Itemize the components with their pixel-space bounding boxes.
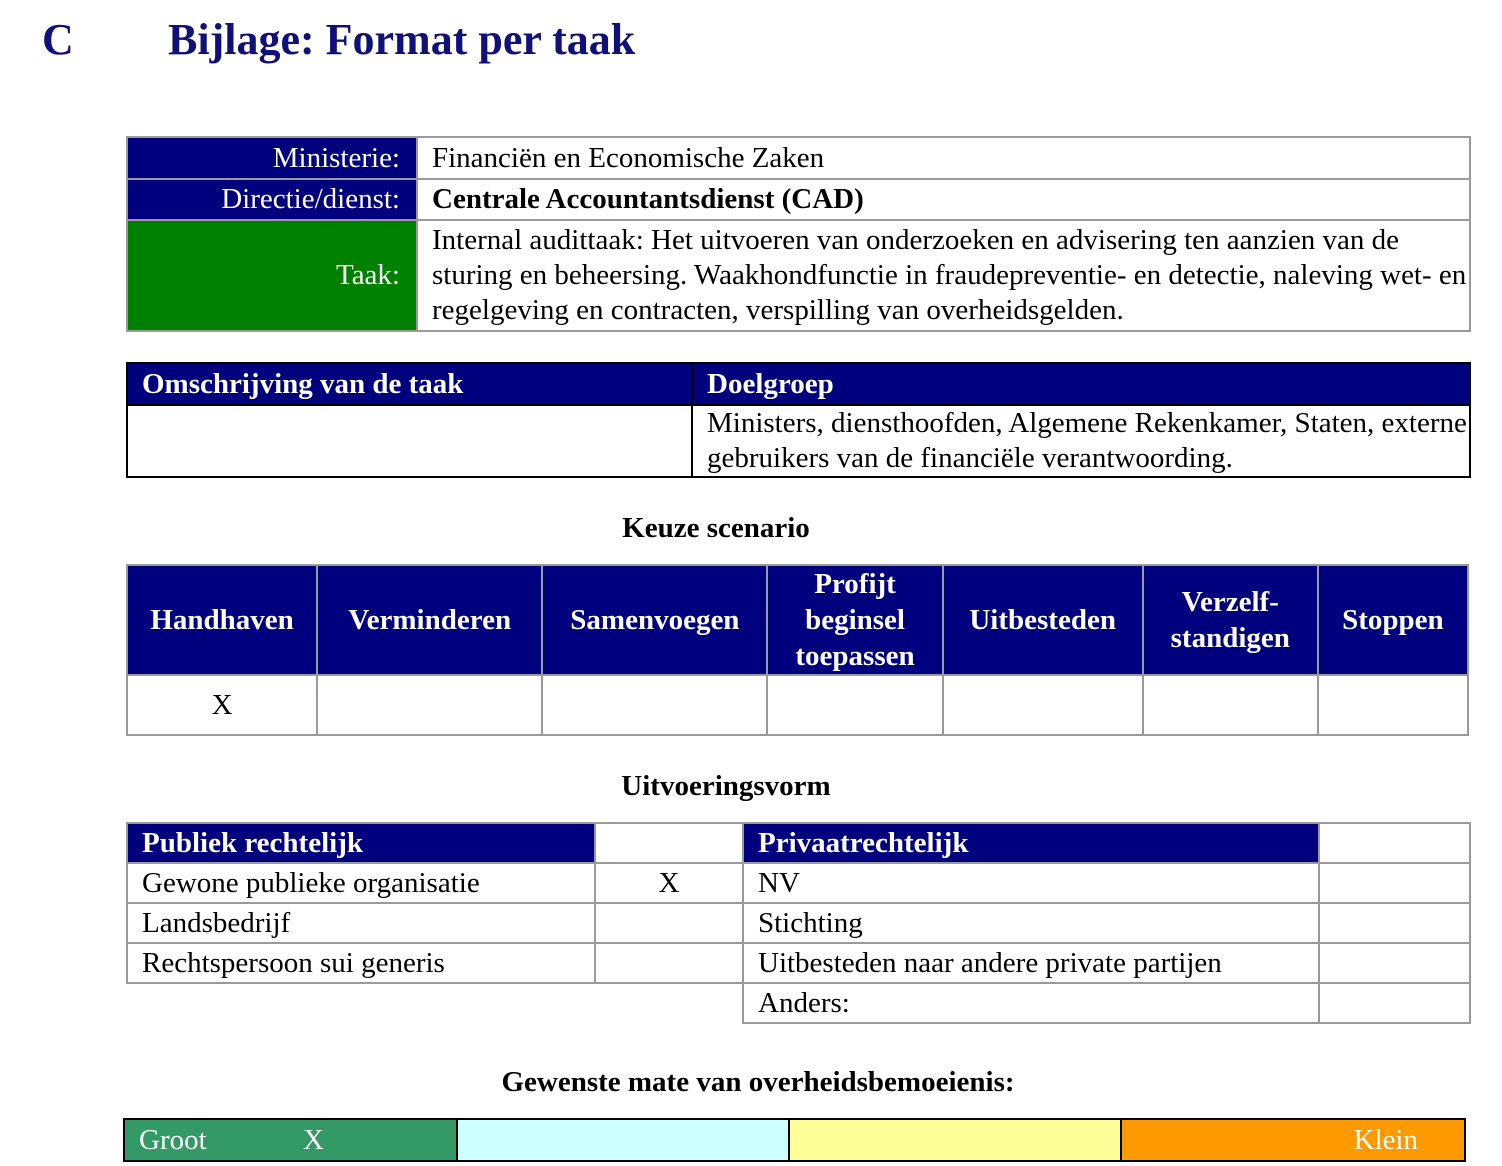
publiek-header: Publiek rechtelijk xyxy=(127,823,595,863)
appendix-letter: C xyxy=(42,15,74,64)
scenario-header-stoppen: Stoppen xyxy=(1318,565,1468,675)
uitvoering-title: Uitvoeringsvorm xyxy=(621,770,831,802)
omschrijving-value xyxy=(127,405,692,477)
scale-mark: X xyxy=(303,1124,324,1156)
publiek-row-mark xyxy=(595,943,743,983)
scenario-header-profijt: Profijt beginsel toepassen xyxy=(767,565,942,675)
privaat-header: Privaatrechtelijk xyxy=(743,823,1319,863)
privaat-header-mark xyxy=(1319,823,1470,863)
scale-segment-2 xyxy=(458,1120,790,1160)
privaat-row-mark xyxy=(1319,863,1470,903)
scenario-header-handhaven: Handhaven xyxy=(127,565,317,675)
scenario-mark-uitbesteden xyxy=(943,675,1143,735)
publiek-row-mark: X xyxy=(595,863,743,903)
scenario-header-verzelfstandigen: Verzelf- standigen xyxy=(1143,565,1318,675)
scale-left-label: Groot xyxy=(139,1124,207,1156)
scenario-table xyxy=(126,564,1469,736)
scale-segment-groot xyxy=(125,1120,458,1160)
page-title: Bijlage: Format per taak xyxy=(168,15,636,64)
privaat-row-label: NV xyxy=(743,863,1319,903)
info-table xyxy=(126,136,1471,332)
empty-cell xyxy=(127,983,595,1023)
privaat-row-label: Uitbesteden naar andere private partijen xyxy=(743,943,1319,983)
publiek-row-mark xyxy=(595,903,743,943)
scale-segment-klein xyxy=(1122,1120,1464,1160)
scenario-header-uitbesteden: Uitbesteden xyxy=(943,565,1143,675)
doelgroep-value: Ministers, diensthoofden, Algemene Rekenkamer, Staten, externe gebruikers van de financiële verantwoording. xyxy=(692,405,1470,477)
scenario-title: Keuze scenario xyxy=(622,512,810,544)
ministerie-value: Financiën en Economische Zaken xyxy=(417,137,1470,179)
doelgroep-header: Doelgroep xyxy=(692,363,1470,405)
scenario-mark-samenvoegen xyxy=(542,675,767,735)
taak-label: Taak: xyxy=(127,220,417,331)
directie-value: Centrale Accountantsdienst (CAD) xyxy=(417,179,1470,220)
privaat-row-mark xyxy=(1319,903,1470,943)
scenario-header-samenvoegen: Samenvoegen xyxy=(542,565,767,675)
empty-cell xyxy=(595,983,743,1023)
privaat-row-label: Stichting xyxy=(743,903,1319,943)
bemoeienis-scale xyxy=(123,1118,1466,1162)
ministerie-label: Ministerie: xyxy=(127,137,417,179)
scenario-mark-profijt xyxy=(767,675,942,735)
scenario-mark-verzelfstandigen xyxy=(1143,675,1318,735)
bemoeienis-title: Gewenste mate van overheidsbemoeienis: xyxy=(501,1066,1015,1098)
scale-segment-3 xyxy=(790,1120,1122,1160)
publiek-row-label: Rechtspersoon sui generis xyxy=(127,943,595,983)
scenario-header-verminderen: Verminderen xyxy=(317,565,542,675)
publiek-row-label: Landsbedrijf xyxy=(127,903,595,943)
publiek-header-mark xyxy=(595,823,743,863)
omschrijving-table xyxy=(126,362,1471,478)
scenario-mark-handhaven: X xyxy=(127,675,317,735)
privaat-row-mark xyxy=(1319,943,1470,983)
scenario-mark-verminderen xyxy=(317,675,542,735)
scale-right-label: Klein xyxy=(1353,1124,1418,1156)
privaat-row-label: Anders: xyxy=(743,983,1319,1023)
taak-value: Internal audittaak: Het uitvoeren van onderzoeken en advisering ten aanzien van de sturing en beheersing. Waakhondfunctie in fraudepreventie- en detectie, naleving wet- en regelgeving en contracten, verspilling van overheidsgelden. xyxy=(417,220,1470,331)
scenario-mark-stoppen xyxy=(1318,675,1468,735)
omschrijving-header: Omschrijving van de taak xyxy=(127,363,692,405)
directie-label: Directie/dienst: xyxy=(127,179,417,220)
privaat-row-mark xyxy=(1319,983,1470,1023)
publiek-row-label: Gewone publieke organisatie xyxy=(127,863,595,903)
uitvoering-table xyxy=(126,822,1471,1024)
